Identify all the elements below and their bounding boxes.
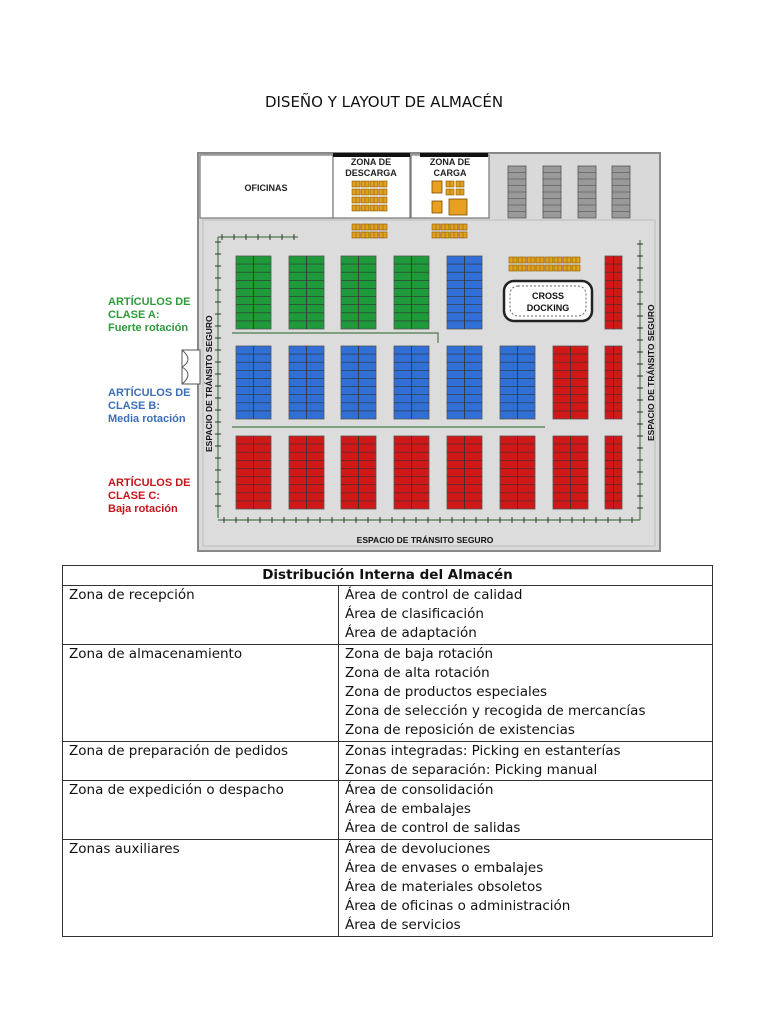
pallet: [361, 232, 369, 238]
zone-cell: Zonas auxiliares: [63, 839, 339, 936]
pallet: [446, 181, 454, 187]
area-item: Área de control de salidas: [345, 820, 521, 837]
pallet: [518, 265, 526, 271]
area-item: Área de control de calidad: [345, 587, 523, 603]
rack-class-c: [500, 436, 535, 509]
pallet: [456, 181, 464, 187]
areas-cell: [339, 839, 713, 936]
document-title: DISEÑO Y LAYOUT DE ALMACÉN: [264, 93, 504, 111]
pallet: [563, 265, 571, 271]
area-item: Área de clasificación: [345, 606, 484, 623]
pallet: [527, 257, 535, 263]
pallet: [450, 224, 458, 230]
rack-class-c: [605, 256, 622, 329]
areas-cell: [339, 781, 713, 840]
pallet: [572, 257, 580, 263]
zone-cell: Zona de almacenamiento: [63, 644, 339, 741]
rack-class-a: [394, 256, 429, 329]
pallet: [379, 197, 387, 203]
pallet: [518, 257, 526, 263]
pallet: [370, 197, 378, 203]
pallet: [361, 197, 369, 203]
pallet: [509, 257, 517, 263]
areas-cell: [339, 644, 713, 741]
rack-class-c: [605, 436, 622, 509]
distribution-table: [62, 565, 713, 937]
table-row: [63, 839, 713, 936]
area-item: Área de adaptación: [345, 625, 477, 642]
pallet: [379, 189, 387, 195]
rack-class-c: [605, 346, 622, 419]
rack-class-b: [447, 346, 482, 419]
zone-cell: Zona de expedición o despacho: [63, 781, 339, 840]
pallet: [379, 224, 387, 230]
class-a-line3: Fuerte rotación: [108, 322, 189, 334]
rack-class-c: [394, 436, 429, 509]
grey-shelf: [543, 166, 561, 218]
rack-class-b: [394, 346, 429, 419]
rack-class-a: [341, 256, 376, 329]
areas-cell: [339, 741, 713, 780]
table-body: [63, 586, 713, 937]
class-a-line1: ARTÍCULOS DE: [108, 296, 191, 308]
table-row: [63, 644, 713, 741]
pallet: [352, 189, 360, 195]
rack-class-c: [553, 436, 588, 509]
grey-shelf: [508, 166, 526, 218]
area-item: Zona de reposición de existencias: [345, 722, 575, 739]
transit-label-left: ESPACIO DE TRÁNSITO SEGURO: [204, 315, 214, 452]
rack-class-b: [447, 256, 482, 329]
pallet: [379, 205, 387, 211]
area-item: Área de oficinas o administración: [345, 898, 571, 915]
table-row: [63, 741, 713, 780]
pallet: [545, 265, 553, 271]
pallet: [459, 232, 467, 238]
rack-class-c: [289, 436, 324, 509]
area-item: Zona de baja rotación: [345, 645, 494, 662]
table-row: [63, 586, 713, 645]
cross-docking-label-2: DOCKING: [526, 303, 570, 313]
class-a-line2: CLASE A:: [108, 309, 160, 321]
rack-class-c: [236, 436, 271, 509]
pallet: [432, 232, 440, 238]
pallet: [370, 224, 378, 230]
side-door: [182, 350, 200, 384]
grey-shelf: [612, 166, 630, 218]
pallet: [441, 224, 449, 230]
area-item: Área de consolidación: [345, 782, 494, 799]
pallet: [361, 205, 369, 211]
pallet: [352, 224, 360, 230]
transit-label-bottom: ESPACIO DE TRÁNSITO SEGURO: [356, 535, 494, 545]
pallet: [554, 257, 562, 263]
transit-label-right: ESPACIO DE TRÁNSITO SEGURO: [646, 304, 656, 441]
area-item: Zona de alta rotación: [345, 664, 490, 681]
pallet: [572, 265, 580, 271]
unloading-zone-label-2: DESCARGA: [345, 168, 397, 178]
rack-class-b: [289, 346, 324, 419]
unloading-zone-label-1: ZONA DE: [350, 157, 392, 167]
pallet: [352, 181, 360, 187]
rack-class-b: [500, 346, 535, 419]
pallet: [370, 205, 378, 211]
pallet: [352, 205, 360, 211]
zone-cell: Zona de recepción: [63, 586, 339, 645]
class-b-line3: Media rotación: [108, 413, 186, 425]
class-c-line1: ARTÍCULOS DE: [108, 477, 191, 489]
pallet: [509, 265, 517, 271]
table-header: Distribución Interna del Almacén: [63, 566, 713, 586]
pallet: [456, 189, 464, 195]
pallet: [432, 224, 440, 230]
rack-class-c: [553, 346, 588, 419]
rack-class-b: [236, 346, 271, 419]
pallet: [459, 224, 467, 230]
areas-cell: [339, 586, 713, 645]
offices-label: OFICINAS: [244, 183, 288, 193]
loading-zone-label-2: CARGA: [433, 168, 467, 178]
area-item: Zona de productos especiales: [345, 684, 548, 701]
table-row: [63, 781, 713, 840]
pallet: [536, 257, 544, 263]
pallet: [361, 224, 369, 230]
pallet: [545, 257, 553, 263]
area-item: Zonas integradas: Picking en estanterías: [345, 742, 621, 759]
rack-class-a: [289, 256, 324, 329]
class-b-line2: CLASE B:: [108, 400, 160, 412]
pallet: [361, 189, 369, 195]
pallet: [563, 257, 571, 263]
area-item: Zona de selección y recogida de mercancías: [345, 703, 646, 720]
pallet: [352, 197, 360, 203]
pallet: [361, 181, 369, 187]
area-item: Área de devoluciones: [345, 840, 491, 857]
pallet: [370, 232, 378, 238]
zone-cell: Zona de preparación de pedidos: [63, 741, 339, 780]
cross-docking-label-1: CROSS: [531, 291, 565, 301]
area-item: Área de servicios: [345, 917, 461, 934]
pallet: [370, 189, 378, 195]
loading-zone-label-1: ZONA DE: [429, 157, 471, 167]
rack-class-a: [236, 256, 271, 329]
pallet: [446, 189, 454, 195]
pallet: [352, 232, 360, 238]
area-item: Área de materiales obsoletos: [345, 879, 543, 896]
pallet: [554, 265, 562, 271]
pallet: [441, 232, 449, 238]
area-item: Área de envases o embalajes: [345, 859, 544, 876]
pallet: [370, 181, 378, 187]
area-item: Área de embalajes: [345, 801, 471, 818]
area-item: Zonas de separación: Picking manual: [345, 761, 598, 778]
rack-class-b: [341, 346, 376, 419]
rack-class-c: [447, 436, 482, 509]
pallet: [450, 232, 458, 238]
pallet: [379, 181, 387, 187]
class-c-line2: CLASE C:: [108, 490, 160, 502]
grey-shelf: [578, 166, 596, 218]
class-c-line3: Baja rotación: [108, 503, 178, 515]
pallet: [379, 232, 387, 238]
class-b-line1: ARTÍCULOS DE: [108, 387, 191, 399]
pallet: [527, 265, 535, 271]
rack-class-c: [341, 436, 376, 509]
pallet: [536, 265, 544, 271]
